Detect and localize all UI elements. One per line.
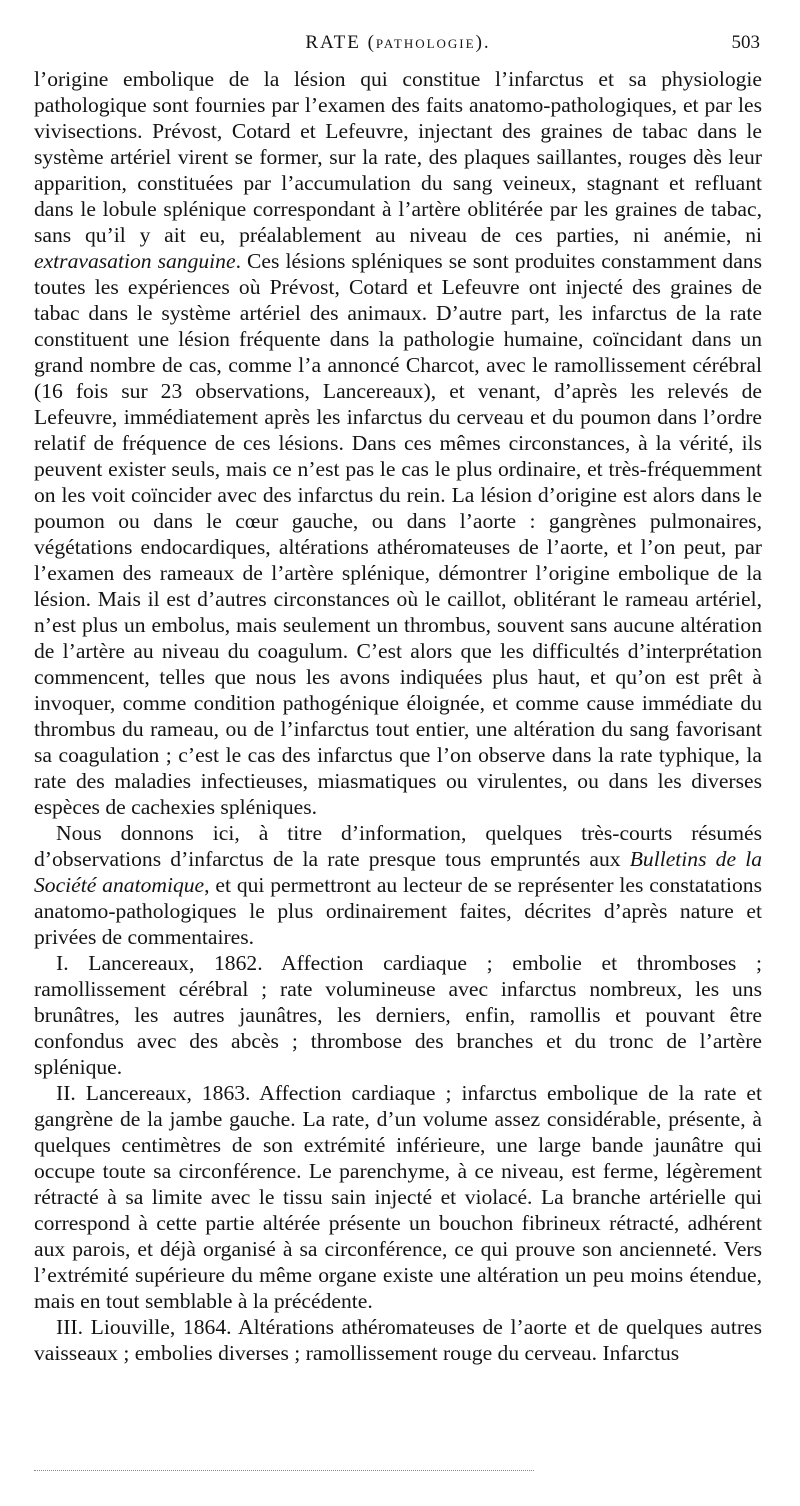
text-run: Nous donnons ici, à titre d’information, quelques très-courts résumés d’observations d’infarctus de la rate presque tous empruntés aux (34, 821, 762, 871)
text-run: II. Lancereaux, 1863. Affection cardiaque ; infarctus embolique de la rate et gangrène de la jambe gauche. La rate, d’un volume assez considérable, présente, à quelques centimètres de son extrémité inférieure, une large bande jaunâtre qui occupe toute sa circonférence. Le parenchyme, à ce niveau, est ferme, légèrement rétracté à sa limite avec le tissu sain injecté et violacé. La branche artérielle qui correspond à cette partie altérée présente un bouchon fibrineux rétracté, adhérent aux parois, et déjà organisé à sa circonférence, ce qui prouve son ancienneté. Vers l’extrémité supérieure du même organe existe une altération un peu moins étendue, mais en tout semblable à la précédente. (34, 1081, 762, 1313)
footer-rule (34, 1470, 534, 1471)
running-head (34, 30, 762, 64)
body-text (34, 66, 762, 1366)
paragraph (34, 820, 762, 950)
text-run: . Ces lésions spléniques se sont produites constamment dans toutes les expériences où Prévost, Cotard et Lefeuvre ont injecté des graines de tabac dans le système artériel des animaux. D’autre part, les infarctus de la rate constituent une lésion fréquente dans la pathologie humaine, coïncidant dans un grand nombre de cas, comme l’a annoncé Charcot, avec le ramollissement cérébral (16 fois sur 23 observations, Lancereaux), et venant, d’après les relevés de Lefeuvre, immédiatement après les infarctus du cerveau et du poumon dans l’ordre relatif de fréquence de ces lésions. Dans ces mêmes circonstances, à la vérité, ils peuvent exister seuls, mais ce n’est pas le cas le plus ordinaire, et très-fréquemment on les voit coïncider avec des infarctus du rein. La lésion d’origine est alors dans le poumon ou dans le cœur gauche, ou dans l’aorte : gangrènes pulmonaires, végétations endocardiques, altérations athéromateuses de l’aorte, et l’on peut, par l’examen des rameaux de l’artère splénique, démontrer l’origine embolique de la lésion. Mais il est d’autres circonstances où le caillot, oblitérant le rameau artériel, n’est plus un embolus, mais seulement un thrombus, souvent sans aucune altération de l’artère au niveau du coagulum. C’est alors que les difficultés d’interprétation commencent, telles que nous les avons indiquées plus haut, et qu’on est prêt à invoquer, comme condition pathogénique éloignée, et comme cause immédiate du thrombus du rameau, ou de l’infarctus tout entier, une altération du sang favorisant sa coagulation ; c’est le cas des infarctus que l’on observe dans la rate typhique, la rate des maladies infectieuses, miasmatiques ou virulentes, ou dans les diverses espèces de cachexies spléniques. (34, 249, 762, 819)
running-title-close: ). (475, 32, 491, 53)
paragraph (34, 1080, 762, 1314)
page-number: 503 (731, 32, 760, 53)
running-title (34, 32, 762, 54)
paragraph (34, 1314, 762, 1366)
running-title-main: RATE ( (305, 32, 376, 53)
text-run: l’origine embolique de la lésion qui constitue l’infarctus et sa physiologie pathologique sont fournies par l’examen des faits anatomo-pathologiques, et par les vivisections. Prévost, Cotard et Lefeuvre, injectant des graines de tabac dans le système artériel virent se former, sur la rate, des plaques saillantes, rouges dès leur apparition, constituées par l’accumulation du sang veineux, stagnant et refluant dans le lobule splénique correspondant à l’artère oblitérée par les graines de tabac, sans qu’il y ait eu, préalablement au niveau de ces parties, ni anémie, ni (34, 67, 762, 247)
paragraph (34, 950, 762, 1080)
running-title-smallcaps: PATHOLOGIE (375, 36, 476, 51)
text-run: I. Lancereaux, 1862. Affection cardiaque ; embolie et thromboses ; ramollissement cérébral ; rate volumineuse avec infarctus nombreux, les uns brunâtres, les autres jaunâtres, les derniers, enfin, ramollis et pouvant être confondus avec des abcès ; thrombose des branches et du tronc de l’artère splénique. (34, 951, 762, 1079)
text-run: , et qui permettront au lecteur de se représenter les constatations anatomo-pathologiques le plus ordinairement faites, décrites d’après nature et privées de commentaires. (34, 873, 762, 949)
paragraph (34, 66, 762, 820)
italic-run: extravasation sanguine (34, 249, 236, 273)
text-run: III. Liouville, 1864. Altérations athéromateuses de l’aorte et de quelques autres vaisseaux ; embolies diverses ; ramollissement rouge du cerveau. Infarctus (34, 1315, 762, 1365)
italic-run: Bulletins de la Société anatomique (34, 847, 763, 897)
